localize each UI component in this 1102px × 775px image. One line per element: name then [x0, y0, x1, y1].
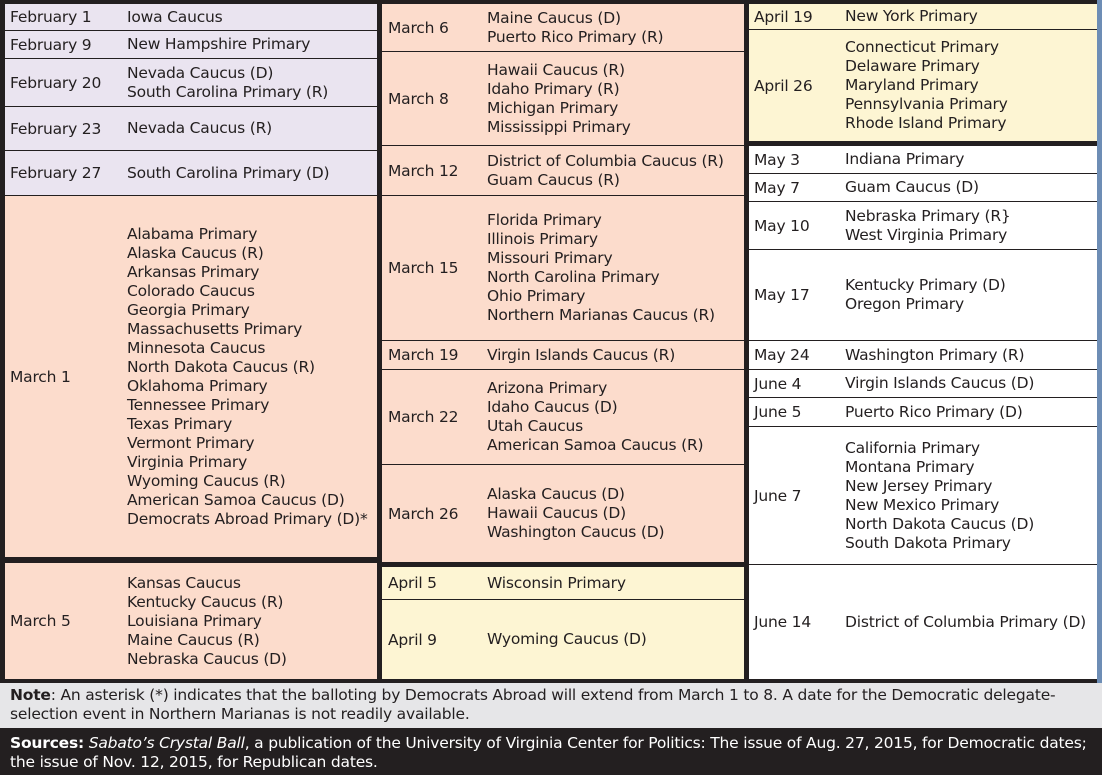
event-item: Alaska Caucus (D)	[487, 485, 625, 503]
event-item: Washington Caucus (D)	[487, 523, 665, 541]
schedule-row	[382, 195, 744, 340]
note-text: : An asterisk (*) indicates that the balloting by Democrats Abroad will extend from March 1 to 8. A date for the Democratic delegate-selection event in Northern Marianas is not readily available.	[10, 686, 1056, 723]
event-item: Nebraska Caucus (D)	[127, 649, 287, 668]
row-date: March 1	[10, 367, 71, 386]
row-events	[127, 574, 287, 669]
event-item: North Dakota Caucus (R)	[127, 357, 315, 376]
row-date: April 5	[388, 574, 437, 592]
row-date: March 5	[10, 612, 71, 630]
event-item: Colorado Caucus	[127, 281, 255, 300]
schedule-row	[5, 106, 377, 150]
row-date: March 19	[388, 346, 459, 364]
row-date: June 14	[754, 613, 812, 631]
row-events	[487, 152, 724, 190]
row-events	[845, 346, 1024, 365]
event-item: Alabama Primary	[127, 224, 258, 243]
event-item: Iowa Caucus	[127, 7, 223, 26]
event-item: Oklahoma Primary	[127, 376, 268, 395]
event-item: Nebraska Primary (R}	[845, 206, 1011, 225]
row-events	[127, 35, 310, 54]
event-item: Delaware Primary	[845, 57, 980, 75]
schedule-row	[5, 563, 377, 679]
row-events	[127, 225, 368, 529]
schedule-row	[5, 195, 377, 557]
event-item: Massachusetts Primary	[127, 319, 303, 338]
event-item: Virgin Islands Caucus (D)	[845, 374, 1035, 392]
event-item: American Samoa Caucus (R)	[487, 436, 704, 454]
schedule-row	[749, 4, 1097, 29]
row-events	[487, 379, 703, 455]
row-date: May 7	[754, 178, 800, 197]
event-item: Illinois Primary	[487, 230, 598, 248]
event-item: Puerto Rico Primary (R)	[487, 27, 664, 46]
schedule-row	[749, 146, 1097, 173]
row-date: May 24	[754, 346, 810, 364]
event-item: Texas Primary	[127, 414, 233, 433]
event-item: Vermont Primary	[127, 433, 255, 452]
row-events	[487, 346, 675, 365]
event-item: Virginia Primary	[127, 452, 248, 471]
row-date: May 3	[754, 150, 800, 169]
event-item: Wyoming Caucus (R)	[127, 471, 286, 490]
sources-text: , a publication of the University of Virginia Center for Politics: The issue of Aug. 27, 2015, for Democratic dates; the issue of Nov. 12, 2015, for Republican dates.	[10, 734, 1087, 771]
row-events	[845, 150, 964, 169]
row-date: May 17	[754, 286, 810, 304]
event-item: Alaska Caucus (R)	[127, 243, 264, 262]
event-item: California Primary	[845, 438, 980, 457]
event-item: Nevada Caucus (R)	[127, 119, 273, 137]
sources-bar	[0, 729, 1102, 775]
schedule-row	[382, 599, 744, 679]
event-item: Hawaii Caucus (R)	[487, 60, 625, 79]
event-item: Oregon Primary	[845, 295, 964, 313]
row-events	[845, 178, 979, 197]
row-events	[845, 276, 1006, 314]
row-events	[845, 613, 1086, 632]
row-date: March 8	[388, 89, 449, 108]
schedule-row	[5, 58, 377, 106]
row-date: June 7	[754, 486, 802, 505]
event-item: Mississippi Primary	[487, 117, 631, 136]
event-item: Missouri Primary	[487, 249, 613, 267]
event-item: Guam Caucus (D)	[845, 178, 979, 196]
event-item: Wisconsin Primary	[487, 573, 626, 592]
schedule-row	[749, 201, 1097, 249]
event-item: Nevada Caucus (D)	[127, 63, 274, 82]
event-item: Connecticut Primary	[845, 38, 999, 56]
note-bar	[0, 683, 1102, 728]
row-events	[127, 119, 272, 138]
row-events	[487, 574, 626, 593]
event-item: Washington Primary (R)	[845, 345, 1025, 364]
row-events	[487, 61, 631, 137]
event-item: West Virginia Primary	[845, 225, 1008, 244]
event-item: Rhode Island Primary	[845, 114, 1007, 132]
event-item: District of Columbia Caucus (R)	[487, 151, 724, 170]
event-item: Utah Caucus	[487, 417, 584, 435]
note-label: Note	[10, 686, 51, 704]
row-date: March 6	[388, 18, 449, 37]
sources-publication: Sabato’s Crystal Ball	[88, 734, 245, 752]
sources-label: Sources:	[10, 734, 85, 752]
row-date: April 26	[754, 76, 813, 95]
schedule-row	[382, 4, 744, 51]
schedule-row	[749, 564, 1097, 679]
row-events	[845, 7, 978, 26]
row-date: February 9	[10, 35, 92, 54]
row-events	[487, 630, 647, 649]
event-item: Guam Caucus (R)	[487, 170, 620, 189]
event-item: Maryland Primary	[845, 76, 979, 94]
row-date: February 23	[10, 119, 102, 138]
schedule-row	[382, 340, 744, 369]
row-events	[845, 207, 1011, 245]
event-item: Montana Primary	[845, 457, 975, 476]
event-item: American Samoa Caucus (D)	[127, 490, 345, 509]
schedule-row	[749, 426, 1097, 564]
row-events	[487, 211, 715, 325]
event-item: Hawaii Caucus (D)	[487, 504, 626, 522]
row-date: March 22	[388, 408, 459, 426]
event-item: Puerto Rico Primary (D)	[845, 402, 1023, 421]
event-item: Wyoming Caucus (D)	[487, 630, 647, 648]
event-item: New York Primary	[845, 7, 978, 25]
event-item: Tennessee Primary	[127, 395, 270, 414]
event-item: Georgia Primary	[127, 300, 250, 319]
schedule-row	[749, 29, 1097, 141]
row-date: April 9	[388, 630, 437, 649]
event-item: Arizona Primary	[487, 379, 608, 397]
event-item: Northern Marianas Caucus (R)	[487, 306, 715, 324]
schedule-row	[749, 249, 1097, 340]
event-item: Kentucky Primary (D)	[845, 276, 1006, 294]
event-item: Idaho Caucus (D)	[487, 398, 618, 416]
row-events	[845, 403, 1023, 422]
event-item: North Dakota Caucus (D)	[845, 514, 1035, 533]
schedule-row	[749, 340, 1097, 369]
event-item: South Dakota Primary	[845, 533, 1011, 552]
row-events	[487, 485, 664, 542]
event-item: Louisiana Primary	[127, 611, 262, 630]
event-item: Kentucky Caucus (R)	[127, 592, 284, 611]
schedule-row	[382, 567, 744, 599]
event-item: District of Columbia Primary (D)	[845, 612, 1087, 631]
schedule-row	[5, 4, 377, 30]
row-events	[845, 439, 1034, 553]
schedule-row	[382, 145, 744, 195]
row-date: February 20	[10, 73, 102, 92]
event-item: Arkansas Primary	[127, 262, 260, 281]
event-item: New Hampshire Primary	[127, 35, 311, 53]
event-item: New Mexico Primary	[845, 495, 1000, 514]
event-item: Pennsylvania Primary	[845, 95, 1008, 113]
row-date: February 1	[10, 8, 92, 26]
event-item: Maine Caucus (R)	[127, 630, 260, 649]
event-item: Florida Primary	[487, 211, 602, 229]
row-date: April 19	[754, 7, 813, 26]
schedule-row	[382, 51, 744, 145]
row-date: May 10	[754, 216, 810, 235]
row-events	[845, 38, 1008, 133]
schedule-row	[749, 369, 1097, 397]
row-events	[127, 8, 223, 27]
event-item: South Carolina Primary (R)	[127, 82, 329, 101]
schedule-row	[5, 30, 377, 58]
schedule-row	[749, 173, 1097, 201]
row-date: June 5	[754, 403, 802, 421]
row-events	[845, 374, 1034, 393]
event-item: Minnesota Caucus	[127, 338, 266, 357]
row-events	[487, 9, 663, 47]
event-item: Virgin Islands Caucus (R)	[487, 345, 676, 364]
event-item: Maine Caucus (D)	[487, 8, 621, 27]
event-item: South Carolina Primary (D)	[127, 163, 330, 182]
event-item: Ohio Primary	[487, 287, 586, 305]
event-item: Kansas Caucus	[127, 573, 241, 592]
event-item: Democrats Abroad Primary (D)*	[127, 509, 368, 528]
schedule-row	[382, 464, 744, 562]
schedule-row	[5, 150, 377, 195]
row-date: March 26	[388, 504, 459, 523]
schedule-row	[749, 397, 1097, 426]
row-date: June 4	[754, 374, 802, 393]
right-edge-strip	[1097, 0, 1102, 683]
row-date: February 27	[10, 164, 102, 182]
schedule-row	[382, 369, 744, 464]
event-item: North Carolina Primary	[487, 268, 660, 286]
row-date: March 15	[388, 259, 459, 277]
event-item: Idaho Primary (R)	[487, 79, 620, 98]
event-item: New Jersey Primary	[845, 476, 993, 495]
event-item: Michigan Primary	[487, 98, 619, 117]
row-events	[127, 164, 329, 183]
event-item: Indiana Primary	[845, 150, 965, 168]
row-date: March 12	[388, 161, 459, 180]
row-events	[127, 64, 328, 102]
